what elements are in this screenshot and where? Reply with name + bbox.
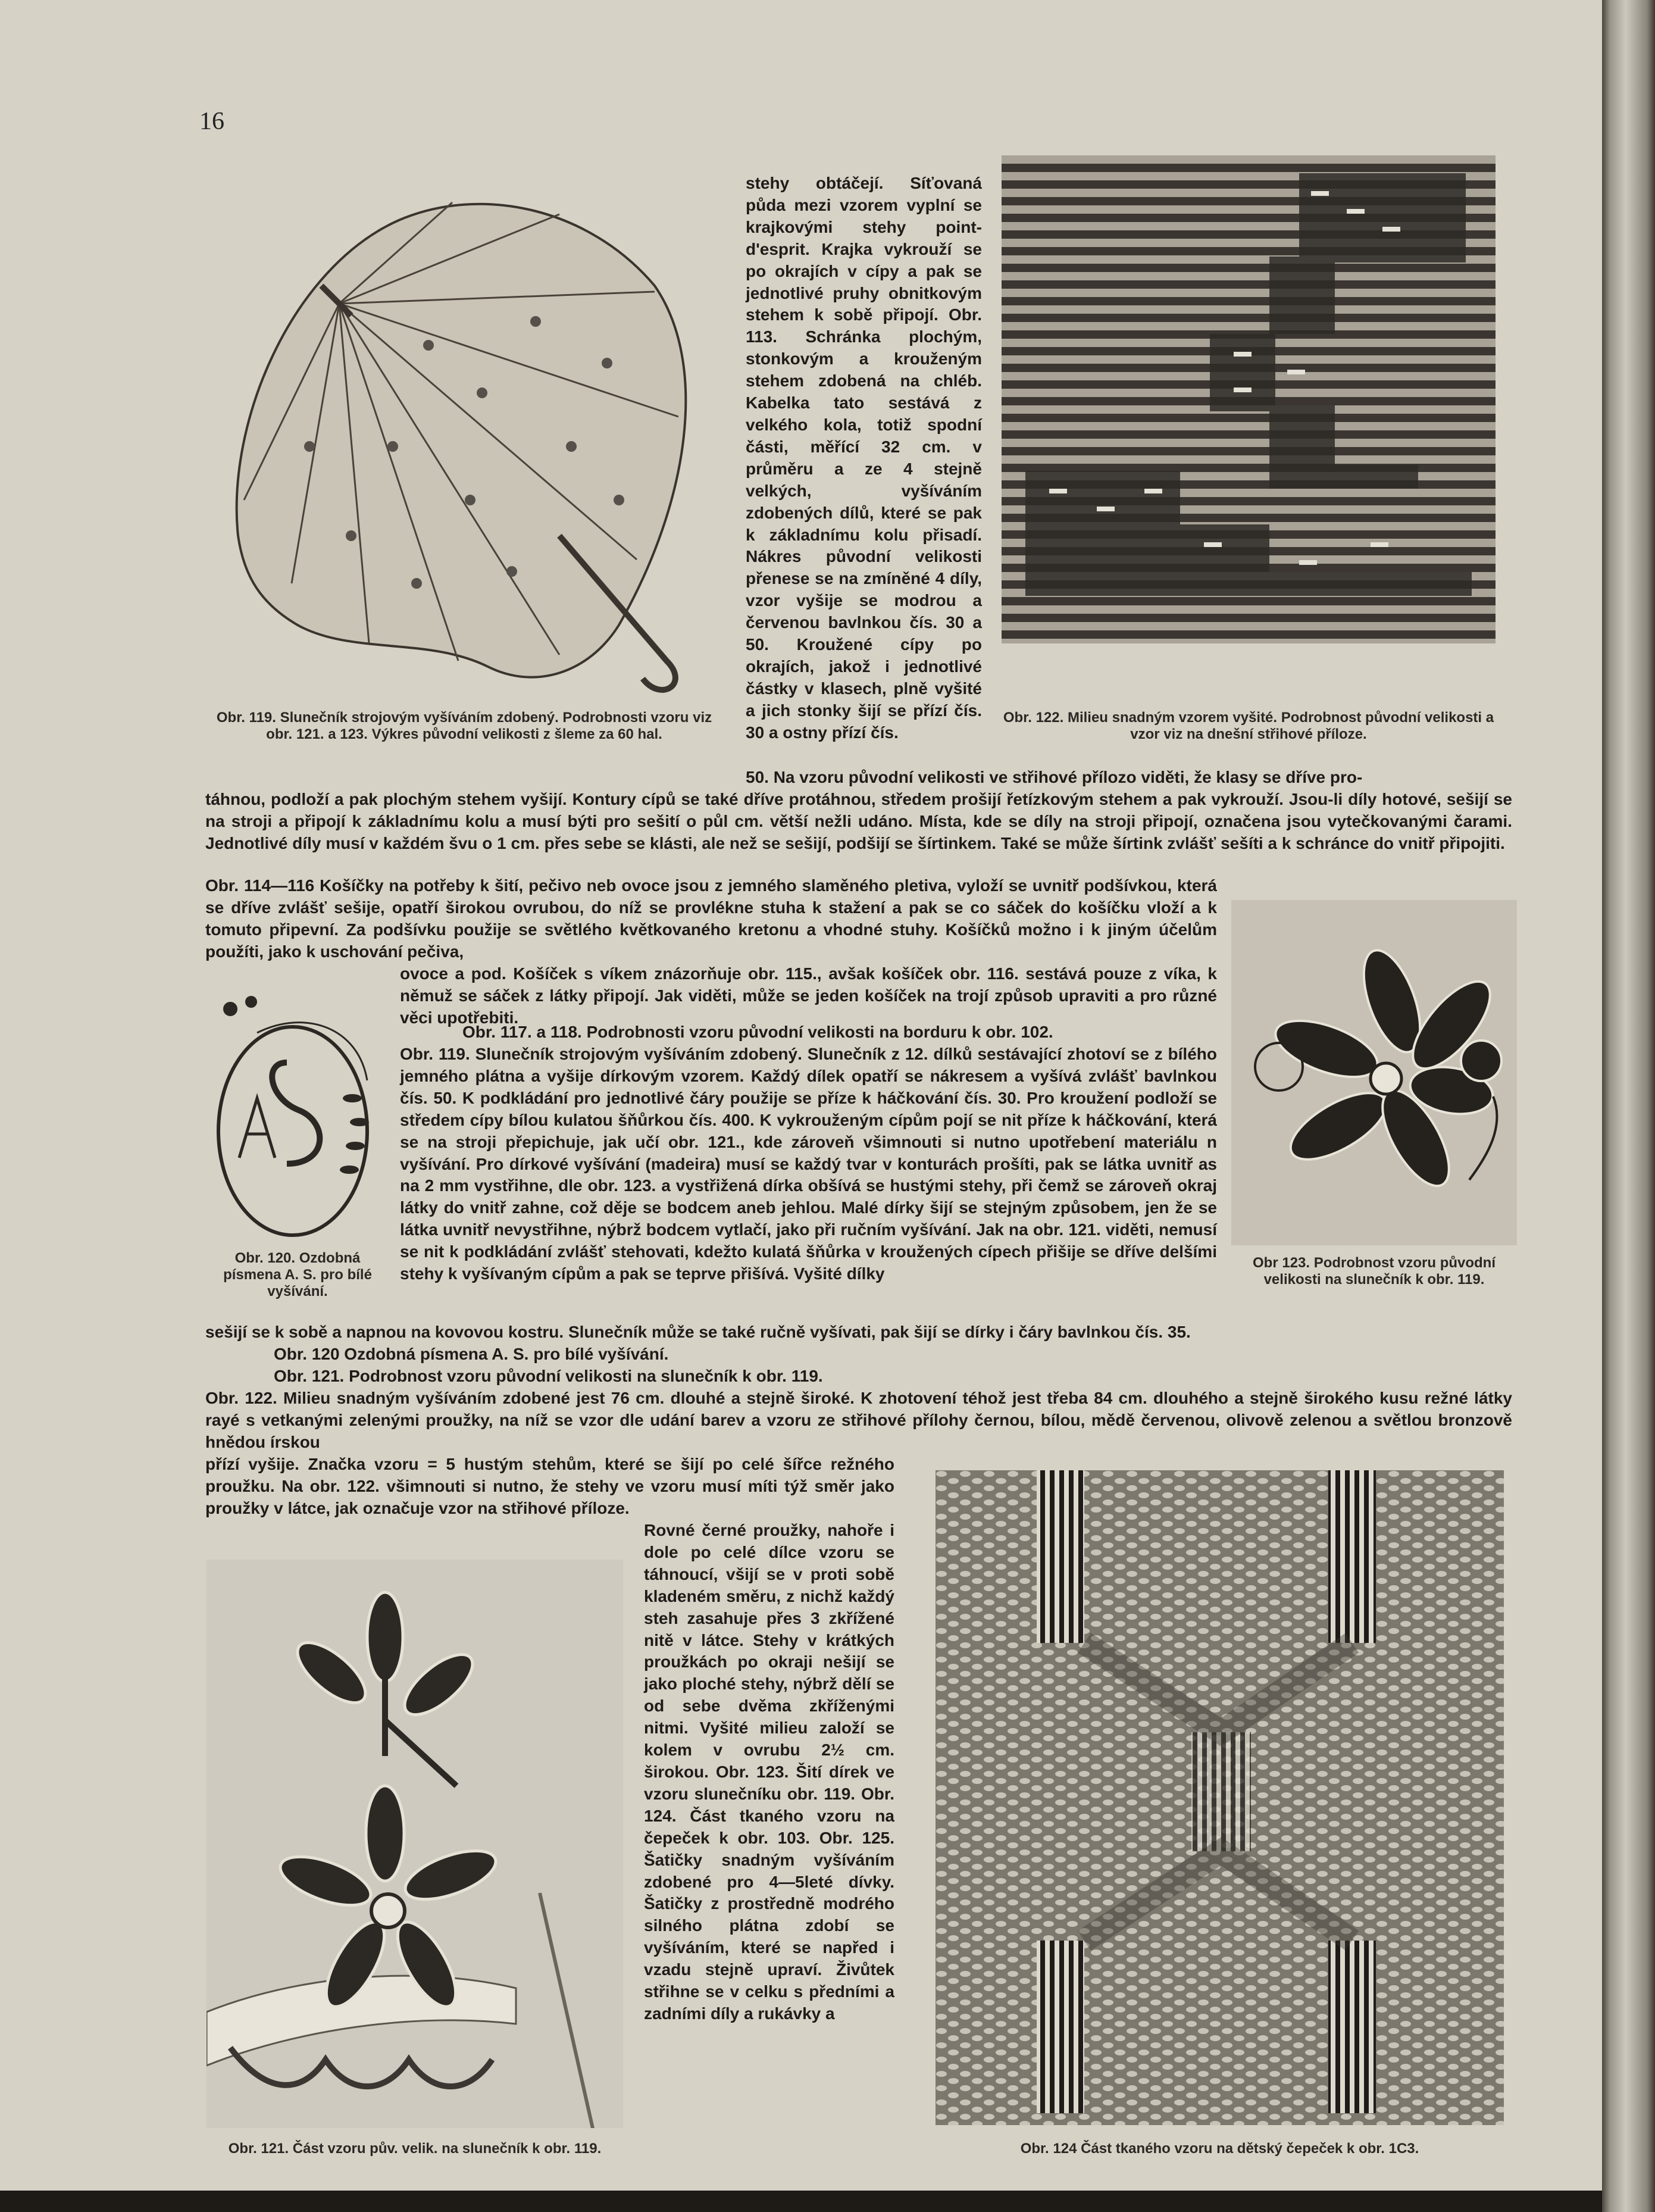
paragraph-col1: stehy obtáčejí. Síťovaná půda mezi vzorem vyplní se krajkovými stehy point-d'esprit. Krajka vykrouží se po okrajích v cípy a pak se jednotlivé pruhy obnitkovým stehem k sobě připojí. Obr. 113. Schránka plochým, stonkovým a krouženým stehem zdobená na chléb. Kabelka tato sestává z velkého kola, totiž spodní části, měřící 32 cm. v průměru a ze 4 stejně velkých, vyšíváním zdobených dílů, které se pak k základnímu kolu přisadí. Nákres původní velikosti přenese se na zmíněné 4 díly, vzor vyšije se modrou a červenou bavlnkou čís. 30 a 50. Kroužené cípy po okrajích, jakož i jednotlivé částky v klasech, plně vyšité a jich stonky šijí se přízí čís. 30 a ostny přízí čís.	[746, 174, 982, 742]
paragraph-7: Obr. 122. Milieu snadným vyšíváním zdobené jest 76 cm. dlouhé a stejně široké. K zhotovení téhož jest třeba 84 cm. dlouhého a stejně širokého kusu režné látky rayé s vetkanými zelenými proužky, na níž se vzor dle udání barev a vzoru ze střihové přílohy černou, bílou, mědě červenou, olivově zelenou a světlou bronzově hnědou írskou	[205, 1389, 1512, 1451]
flower-embroidery-photo	[1231, 900, 1517, 1245]
paragraph-7-cont: přízí vyšije. Značka vzoru = 5 hustým stehům, které se šijí po celé šířce režného proužku. Na obr. 122. všimnouti si nutno, že stehy ve vzoru musí míti týž směr jako proužky v látce, jak označuje vzor na střihové příloze.	[205, 1455, 894, 1517]
scan-edge	[0, 2191, 1602, 2212]
paragraph-2: Obr. 114—116 Košíčky na potřeby k šití, pečivo neb ovoce jsou z jemného slaměného pletiva, vyloží se uvnitř podšívkou, která se dříve zvlášť sešije, opatří širokou ovrubou, do níž se provlékne stuha k stažení a pak se co sáček do košíčku vloží a k tomuto připevní. Za podšívku použije se světlého květkovaného kretonu a vhodné stuhy. Košíčků možno i k jiným účelům použíti, jako k uschování pečiva,	[205, 876, 1217, 961]
paragraph-4: Obr. 119. Slunečník strojovým vyšíváním zdobený. Slunečník z 12. dílků sestávající zhotoví se z bílého jemného plátna a vyšije dírkovým vzorem. Každý dílek opatří se nákresem a vyšívá zvlášť bavlnkou čís. 50. K podkládání pro jednotlivé čáry použije se příze k háčkování čís. 30. Pro kroužení podloží se středem cípy bílou kulatou šňůrkou čís. 400. K vykrouženým cípům pojí se nit příze k háčkování, která se na stroji přepichuje, jak učí obr. 121., kde zároveň všimnouti si nutno upotřebení materiálu n vyšívání. Pro dírkové vyšívání (madeira) musí se každý tvar v konturách prošíti, pak se látka uvnitř as na 2 mm vystřihne, dle obr. 123. a vystřižená dírka obšívá se hustými stehy, při čemž se zároveň okraj látky do vnitř zahne, což děje se bodcem aneb jehlou. Malé dírky šijí se stejným způsobem, jen že se látka uvnitř nevystřihne, nýbrž bodcem vytlačí, jako při ručním vyšívání. Jak na obr. 121. viděti, nemusí se nit k podkládání zvlášť stehovati, kdežto kulatá šňůrka v kroužených cípech přišije se dříve delšími stehy k vyšívaným cípům a pak se teprve přišívá. Vyšité dílky	[400, 1045, 1217, 1283]
umbrella-illustration	[202, 167, 726, 702]
paragraph-4-end: sešijí se k sobě a napnou na kovovou kostru. Slunečník může se také ručně vyšívati, pak šijí se dírky i čáry bavlnkou čís. 35.	[205, 1323, 1191, 1341]
paragraph-1-start: 50. Na vzoru původní velikosti ve střihové přílozo viděti, že klasy se dříve pro-	[746, 768, 1363, 786]
paragraph-5: Obr. 120 Ozdobná písmena A. S. pro bílé vyšívání.	[274, 1345, 669, 1363]
monogram-illustration	[204, 985, 394, 1241]
caption-fig122: Obr. 122. Milieu snadným vzorem vyšité. Podrobnost původní velikosti a vzor viz na dnešní střihové příloze.	[1003, 710, 1494, 742]
woven-mat-photo	[1002, 155, 1496, 643]
embroidery-detail-photo	[207, 1560, 623, 2128]
page-number: 16	[199, 108, 224, 135]
caption-fig120: Obr. 120. Ozdobná písmena A. S. pro bílé vyšívání.	[223, 1250, 372, 1299]
caption-fig124: Obr. 124 Část tkaného vzoru na dětský čepeček k obr. 1C3.	[1020, 2141, 1419, 2157]
caption-fig123: Obr 123. Podrobnost vzoru původní velikosti na slunečník k obr. 119.	[1252, 1255, 1496, 1288]
paragraph-2-cont: ovoce a pod. Košíček s víkem znázorňuje obr. 115., avšak košíček obr. 116. sestává pouze z víka, k němuž se sáček z látky připojí. Jak viděti, může se jeden košíček na trojí způsob upraviti a pro různé věci upotřebiti.	[400, 964, 1217, 1027]
paragraph-1: táhnou, podloží a pak plochým stehem vyšijí. Kontury cípů se také dříve protáhnou, středem prošijí řetízkovým stehem a pak vykrouží. Jsou-li díly hotové, sešijí se na stroji a připojí k základnímu kolu a musí býti pro sešití o půl cm. větší nežli udáno. Místa, kde se díly na stroji připojí, označena jsou vytečkovanými čarami. Jednotlivé díly musí v každém švu o 1 cm. přes sebe se klásti, ale než se sešijí, podšijí se šírtinkem. Také se může šírtink zvlášť sešíti a k schránce do vnitř připojiti.	[205, 790, 1512, 852]
page-binding	[1602, 0, 1655, 2212]
woven-pattern-photo	[936, 1470, 1504, 2125]
caption-fig121: Obr. 121. Část vzoru pův. velik. na slunečník k obr. 119.	[228, 2141, 602, 2157]
paragraph-8: Rovné černé proužky, nahoře i dole po celé dílce vzoru se táhnoucí, všijí se v proti sobě kladeném směru, z nichž každý steh zasahuje přes 3 zkřížené nitě v látce. Stehy v krátkých proužkách po okraji nešijí se jako ploché stehy, nýbrž dělí se od sebe dvěma zkříženými nitmi. Vyšité milieu založí se kolem v ovrubu 2½ cm. širokou. Obr. 123. Šití dírek ve vzoru slunečníku obr. 119. Obr. 124. Část tkaného vzoru na čepeček k obr. 103. Obr. 125. Šatičky snadným vyšíváním zdobené pro 4—5leté dívky. Šatičky z prostředně modrého silného plátna zdobí se vyšíváním, které se napřed i vzadu stejně upraví. Živůtek střihne se v celku s předními a zadními díly a rukávky a	[644, 1521, 894, 2023]
caption-fig119: Obr. 119. Slunečník strojovým vyšíváním zdobený. Podrobnosti vzoru viz obr. 121. a 123. Výkres původní velikosti z šleme za 60 hal.	[216, 710, 712, 742]
paragraph-6: Obr. 121. Podrobnost vzoru původní velikosti na slunečník k obr. 119.	[274, 1367, 823, 1385]
paragraph-3: Obr. 117. a 118. Podrobnosti vzoru původní velikosti na borduru k obr. 102.	[462, 1023, 1053, 1041]
